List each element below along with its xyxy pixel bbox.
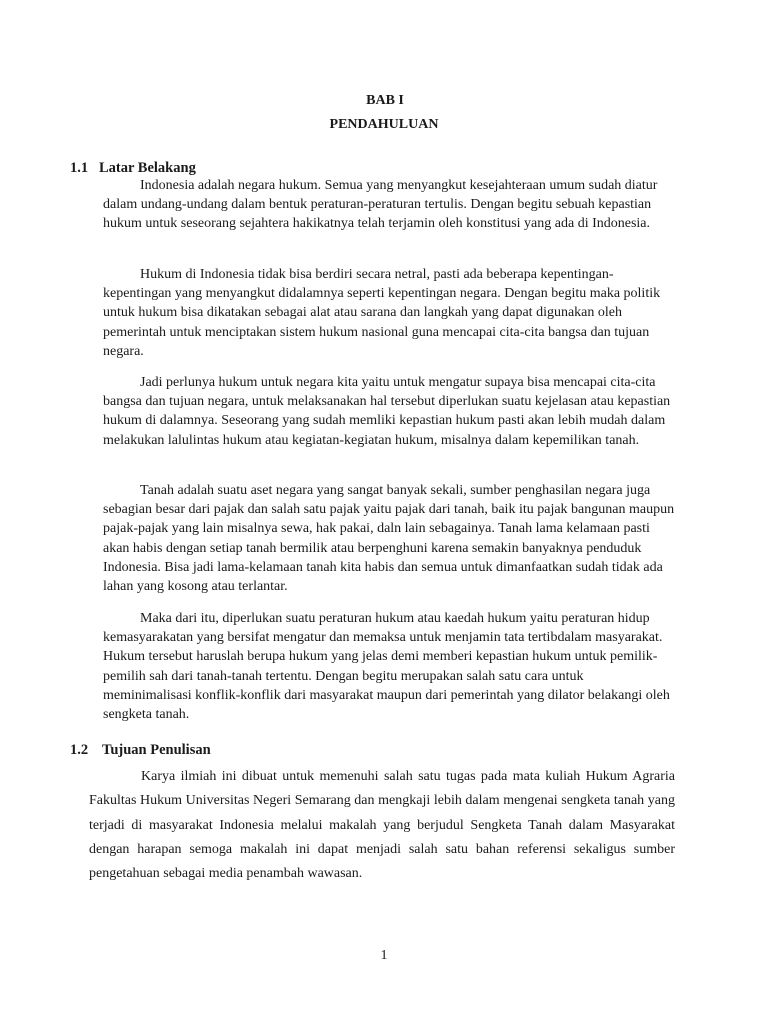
paragraph: Indonesia adalah negara hukum. Semua yang menyangkut kesejahteraan umum sudah diatur dalam undang-undang dalam bentuk peraturan-peraturan tertulis. Dengan begitu sebuah kepastian hukum untuk seseorang sejahtera hakikatnya telah terjamin oleh konstitusi yang ada di Indonesia.	[103, 178, 658, 232]
chapter-label: BAB I	[366, 93, 404, 108]
paragraph: Tanah adalah suatu aset negara yang sangat banyak sekali, sumber penghasilan negara juga sebagian besar dari pajak dan salah satu pajak yaitu pajak dari tanah, baik itu pajak bangunan maupun pajak-pajak yang lain misalnya sewa, hak pakai, daln lain sebagainya. Tanah lama kelamaan pasti akan habis dengan setiap tanah bermilik atau berpenghuni karena semakin banyaknya penduduk Indonesia. Bisa jadi lama-kelamaan tanah kita habis dan semua untuk dimanfaatkan sudah tidak ada lahan yang kosong atau terlantar.	[103, 483, 675, 595]
paragraph: Karya ilmiah ini dibuat untuk memenuhi salah satu tugas pada mata kuliah Hukum Agraria Fakultas Hukum Universitas Negeri Semarang dan mengkaji lebih dalam mengenai sengketa tanah yang terjadi di masyarakat Indonesia melalui makalah yang berjudul Sengketa Tanah dalam Masyarakat dengan harapan semoga makalah ini dapat menjadi salah satu bahan referensi sekaligus sumber pengetahuan sebagai media penambah wawasan.	[89, 769, 675, 882]
chapter-header	[0, 89, 768, 137]
paragraph: Jadi perlunya hukum untuk negara kita yaitu untuk mengatur supaya bisa mencapai cita-cita bangsa dan tujuan negara, untuk melaksanakan hal tersebut diperlukan suatu kejelasan atau kepastian hukum di dalamnya. Seseorang yang sudah memliki kepastian hukum pasti akan lebih mudah dalam melakukan lalulintas hukum atau kegiatan-kegiatan hukum, misalnya dalam kepemilikan tanah.	[103, 375, 671, 448]
section-title: Tujuan Penulisan	[102, 742, 211, 758]
section-title: Latar Belakang	[99, 160, 196, 176]
section-number: 1.1	[70, 160, 89, 176]
paragraph: Maka dari itu, diperlukan suatu peraturan hukum atau kaedah hukum yaitu peraturan hidup kemasyarakatan yang bersifat mengatur dan memaksa untuk menjamin tata tertibdalam masyarakat. Hukum tersebut haruslah berupa hukum yang jelas demi memberi kepastian hukum untuk pemilik-pemilih sah dari tanah-tanah tertentu. Dengan begitu merupakan salah satu cara untuk meminimalisasi konflik-konflik dari masyarakat maupun dari pemerintah yang dilator belakangi oleh sengketa tanah.	[103, 611, 670, 723]
paragraph: Hukum di Indonesia tidak bisa berdiri secara netral, pasti ada beberapa kepentingan-kepentingan yang menyangkut didalamnya seperti kepentingan negara. Dengan begitu maka politik untuk hukum bisa dikatakan sebagai alat atau sarana dan langkah yang dapat digunakan oleh pemerintah untuk menciptakan sistem hukum nasional guna mencapai cita-cita bangsa dan tujuan negara.	[103, 267, 661, 359]
page-number: 1	[380, 948, 388, 963]
section-number: 1.2	[70, 742, 89, 758]
section-heading-tujuan-penulisan	[70, 741, 211, 760]
chapter-title: PENDAHULUAN	[329, 117, 439, 132]
